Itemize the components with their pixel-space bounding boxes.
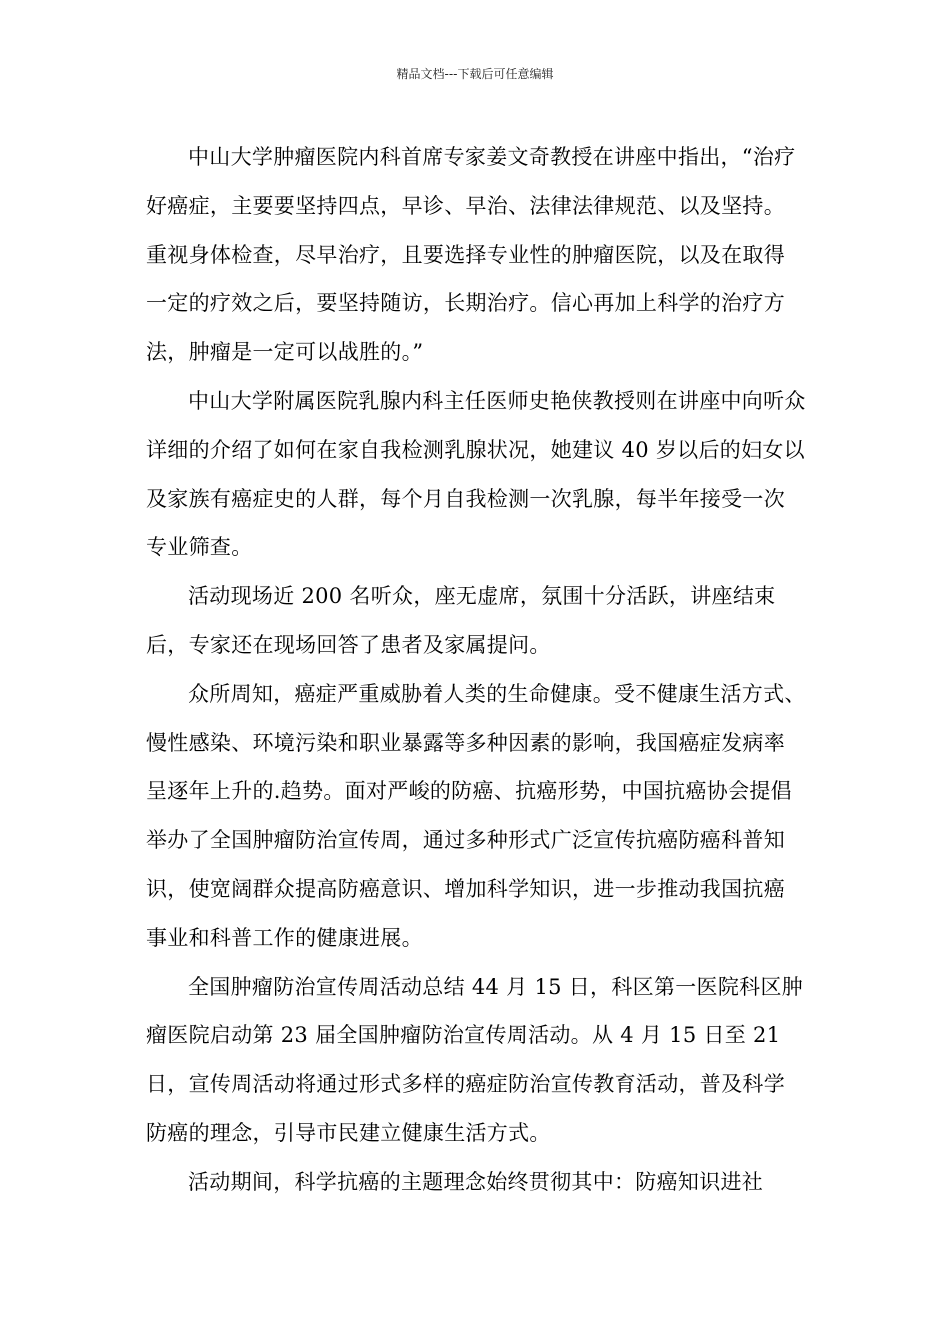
paragraph: 全国肿瘤防治宣传周活动总结 44 月 15 日，科区第一医院科区肿瘤医院启动第 23 届全国肿瘤防治宣传周活动。从 4 月 15 日至 21 日，宣传周活动将通过形式多样的癌症防治宣传教育活动，普及科学防癌的理念，引导市民建立健康生活方式。 bbox=[146, 974, 804, 1145]
page-header: 精品文档---下载后可任意编辑 bbox=[396, 67, 554, 81]
paragraph: 中山大学肿瘤医院内科首席专家姜文奇教授在讲座中指出，“治疗好癌症，主要要坚持四点，早诊、早治、法律法律规范、以及坚持。重视身体检查，尽早治疗，且要选择专业性的肿瘤医院，以及在取得一定的疗效之后，要坚持随访，长期治疗。信心再加上科学的治疗方法，肿瘤是一定可以战胜的。” bbox=[146, 145, 796, 365]
paragraph: 众所周知，癌症严重威胁着人类的生命健康。受不健康生活方式、慢性感染、环境污染和职业暴露等多种因素的影响，我国癌症发病率呈逐年上升的.趋势。面对严峻的防癌、抗癌形势，中国抗癌协会提倡举办了全国肿瘤防治宣传周，通过多种形式广泛宣传抗癌防癌科普知识，使宽阔群众提高防癌意识、增加科学知识，进一步推动我国抗癌事业和科普工作的健康进展。 bbox=[146, 681, 806, 950]
paragraph: 中山大学附属医院乳腺内科主任医师史艳侠教授则在讲座中向听众详细的介绍了如何在家自我检测乳腺状况，她建议 40 岁以后的妇女以及家族有癌症史的人群，每个月自我检测一次乳腺，每半年接受一次专业筛查。 bbox=[146, 388, 806, 560]
paragraph: 活动现场近 200 名听众，座无虚席，氛围十分活跃，讲座结束后，专家还在现场回答了患者及家属提问。 bbox=[146, 584, 776, 657]
document-body bbox=[146, 133, 806, 1207]
paragraph: 活动期间，科学抗癌的主题理念始终贯彻其中：防癌知识进社 bbox=[188, 1169, 764, 1194]
